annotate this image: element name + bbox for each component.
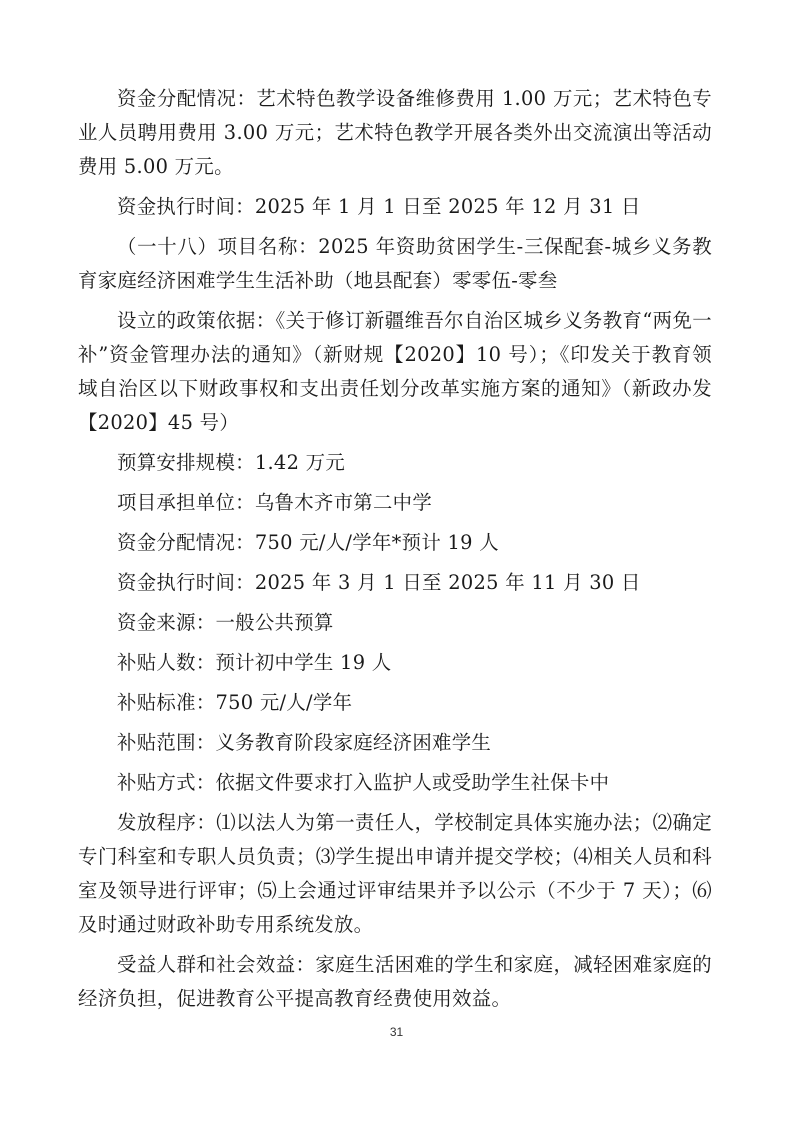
paragraph-subsidy-scope: 补贴范围：义务教育阶段家庭经济困难学生 (117, 731, 492, 754)
paragraph-subsidy-count: 补贴人数：预计初中学生 19 人 (117, 651, 392, 674)
paragraph-execution-time-2: 资金执行时间：2025 年 3 月 1 日至 2025 年 11 月 30 日 (117, 571, 641, 594)
paragraph-subsidy-standard: 补贴标准：750 元/人/学年 (117, 691, 353, 714)
paragraph-distribution-procedure: 发放程序：⑴以法人为第一责任人，学校制定具体实施办法；⑵确定专门科室和专职人员负责；⑶学生提出申请并提交学校；⑷相关人员和科室及领导进行评审；⑸上会通过评审结果并予以公示（不少于 7 天）；⑹及时通过财政补助专用系统发放。 (78, 811, 712, 936)
paragraph-undertaking-unit: 项目承担单位：乌鲁木齐市第二中学 (117, 491, 433, 514)
paragraph-fund-allocation-art: 资金分配情况：艺术特色教学设备维修费用 1.00 万元；艺术特色专业人员聘用费用 3.00 万元；艺术特色教学开展各类外出交流演出等活动费用 5.00 万元。 (78, 87, 712, 178)
paragraph-fund-allocation: 资金分配情况：750 元/人/学年*预计 19 人 (117, 531, 499, 554)
paragraph-fund-source: 资金来源：一般公共预算 (117, 611, 334, 634)
document-body (78, 82, 712, 1022)
paragraph-subsidy-method: 补贴方式：依据文件要求打入监护人或受助学生社保卡中 (117, 771, 610, 794)
paragraph-project-name: （一十八）项目名称：2025 年资助贫困学生-三保配套-城乡义务教育家庭经济困难学生生活补助（地县配套）零零伍-零叁 (78, 235, 712, 292)
paragraph-execution-time-1: 资金执行时间：2025 年 1 月 1 日至 2025 年 12 月 31 日 (117, 195, 641, 218)
paragraph-policy-basis: 设立的政策依据：《关于修订新疆维吾尔自治区城乡义务教育“两免一补”资金管理办法的通知》（新财规【2020】10 号）；《印发关于教育领域自治区以下财政事权和支出责任划分改革实施方案的通知》（新政办发【2020】45 号） (78, 309, 712, 434)
paragraph-beneficiaries: 受益人群和社会效益：家庭生活困难的学生和家庭，减轻困难家庭的经济负担，促进教育公平提高教育经费使用效益。 (78, 953, 712, 1010)
page-number: 31 (389, 1025, 404, 1039)
paragraph-budget-scale: 预算安排规模：1.42 万元 (117, 451, 346, 474)
